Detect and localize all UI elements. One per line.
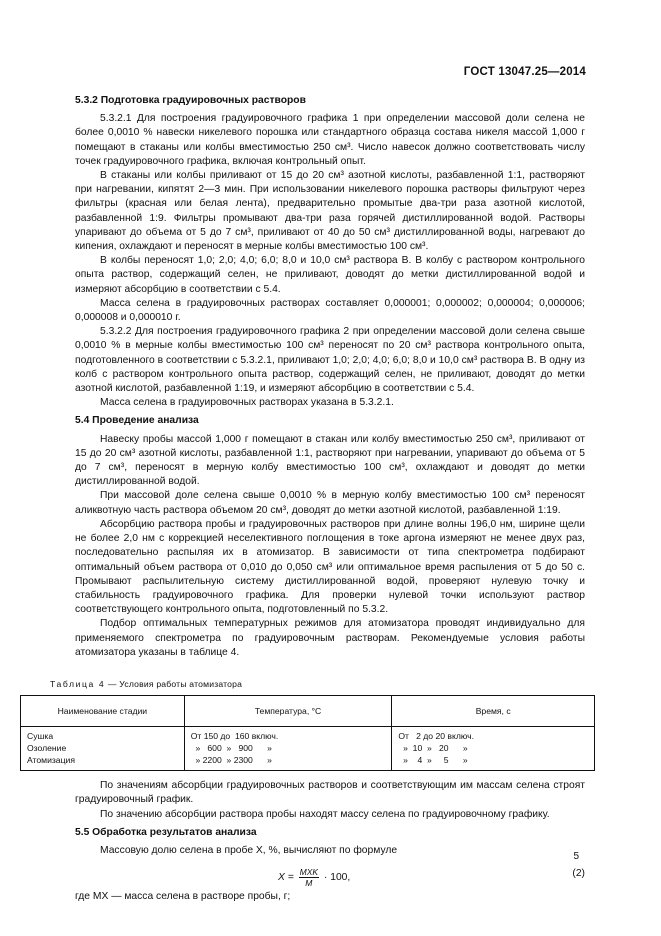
paragraph: В стаканы или колбы приливают от 15 до 20 см³ азотной кислоты, разбавленной 1:1, растворяют при нагревании, кипятят 2—3 мин. При использовании никелевого порошка растворы фильтруют через фильтры (красная или белая лента), предварительно промытые два-три раза азотной кислотой, разбавленной 1:9. Фильтры промывают два-три раза горячей дистиллированной водой. Растворы упаривают до объема от 5 до 7 см³, приливают от 40 до 50 см³ дистиллированной воды, нагревают до кипения, охлаждают и переносят в мерные колбы вместимостью 100 см³. (75, 170, 585, 253)
paragraph: Абсорбцию раствора пробы и градуировочных растворов при длине волны 196,0 нм, ширине щели не более 2,0 нм с коррекцией неселективного поглощения в токе аргона измеряют не менее двух раз, последовательно распыляя их в атомизатор. В зависимости от типа спектрометра подбирают оптимальный объем раствора от 0,010 до 0,050 см³ или оптимальное время распыления от 5 до 50 с. Промывают распылительную систему дистиллированной водой, проверяют нулевую точку и стабильность градуировочного графика. Для проверки нулевой точки используют раствор соответствующего контрольного опыта, подготовленный по 5.3.2. (75, 518, 585, 616)
paragraph: При массовой доле селена свыше 0,0010 % в мерную колбу вместимостью 100 см³ переносят аликвотную часть раствора объемом 20 см³, доводят до метки азотной кислотой, разбавленной 1:19. (75, 490, 585, 516)
paragraph: Навеску пробы массой 1,000 г помещают в стакан или колбу вместимостью 250 см³, приливают от 15 до 20 см³ азотной кислоты, разбавленной 1:1, растворяют при нагревании, упаривают до объема от 5 до 7 см³, переносят в мерную колбу вместимостью 100 см³, охлаждают и доводят до метки дистиллированной водой. (75, 433, 585, 488)
cell-text: От 150 до 160 включ. (190, 731, 279, 742)
paragraph: Подбор оптимальных температурных режимов для атомизатора проводят индивидуально для применяемого спектрометра по градуировочным растворам. Рекомендуемые условия работы атомизатора указаны в таблице 4. (75, 618, 585, 658)
section-title-5-5: 5.5 Обработка результатов анализа (75, 826, 257, 838)
document-body (27, 94, 585, 904)
table-header-cell: Температура, °С (184, 696, 392, 727)
table-caption (50, 677, 585, 691)
formula-fraction (299, 867, 319, 888)
cell-text: Атомизация (27, 755, 75, 766)
formula-number: (2) (572, 868, 585, 880)
paragraph: 5.3.2.1 Для построения градуировочного графика 1 при определении массовой доли селена не более 0,0010 % навески никелевого порошка или стандартного образца состава никеля массой 1,000 г помещают в стаканы или колбы вместимостью 250 см³. Число навесок должно соответствовать числу точек градуировочного графика, включая контрольный опыт. (75, 113, 585, 167)
formula-rhs: · 100, (323, 872, 351, 884)
page-number: 5 (573, 851, 579, 862)
cell-text: Сушка (27, 731, 54, 742)
formula-lhs: X = (278, 872, 294, 884)
table-row (21, 727, 595, 771)
table-cell-stage (21, 727, 185, 771)
paragraph: где MX — масса селена в растворе пробы, г; (75, 891, 291, 903)
atomizer-conditions-table (20, 695, 595, 771)
table-cell-temperature (184, 727, 392, 771)
cell-text: Озоление (27, 743, 67, 754)
paragraph: 5.3.2.2 Для построения градуировочного графика 2 при определении массовой доли селена свыше 0,0010 % в мерные колбы вместимостью 100 см³ переносят по 20 см³ раствора контрольного опыта, подготовленного в соответствии с 5.3.2.1, приливают 1,0; 2,0; 4,0; 6,0; 8,0 и 10,0 см³ раствора В. В одну из колб с раствором контрольного опыта раствор, содержащий селен, не приливают, доводят до метки азотной кислотой, разбавленной 1:19, и измеряют абсорбцию в соответствии с 5.4. (75, 326, 585, 395)
formula-expression (278, 867, 350, 888)
paragraph: В колбы переносят 1,0; 2,0; 4,0; 6,0; 8,0 и 10,0 см³ раствора В. В колбу с раствором контрольного опыта раствор, содержащий селен, не приливают, доводят до метки дистиллированной водой и измеряют абсорбцию в соответствии с 5.4. (75, 255, 585, 295)
paragraph: Масса селена в градуировочных растворах указана в 5.3.2.1. (100, 397, 394, 409)
cell-text: » 10 » 20 » (398, 743, 468, 754)
table-caption-label: Таблица 4 (50, 678, 106, 689)
table-cell-time (392, 727, 595, 771)
paragraph: По значению абсорбции раствора пробы находят массу селена по градуировочному графику. (100, 808, 550, 820)
cell-text: От 2 до 20 включ. (398, 731, 474, 742)
paragraph: По значениям абсорбции градуировочных растворов и соответствующим им массам селена строят градуировочный график. (75, 780, 585, 806)
section-title-5-4: 5.4 Проведение анализа (75, 415, 199, 427)
table-header-cell: Наименование стадии (21, 696, 185, 727)
standard-header: ГОСТ 13047.25—2014 (463, 66, 586, 78)
formula-2 (75, 862, 585, 888)
cell-text: » 4 » 5 » (398, 755, 468, 766)
cell-text: » 600 » 900 » (190, 743, 272, 754)
formula-denominator: M (305, 878, 313, 889)
table-caption-text: — Условия работы атомизатора (105, 678, 243, 689)
table-header-cell: Время, с (392, 696, 595, 727)
cell-text: » 2200 » 2300 » (190, 755, 272, 766)
paragraph: Масса селена в градуировочных растворах составляет 0,000001; 0,000002; 0,000004; 0,000006; 0,000008 и 0,000010 г. (75, 297, 585, 324)
formula-numerator: MXK (299, 867, 319, 878)
section-title-5-3-2: 5.3.2 Подготовка градуировочных растворов (75, 95, 306, 106)
paragraph: Массовую долю селена в пробе X, %, вычисляют по формуле (100, 844, 398, 856)
